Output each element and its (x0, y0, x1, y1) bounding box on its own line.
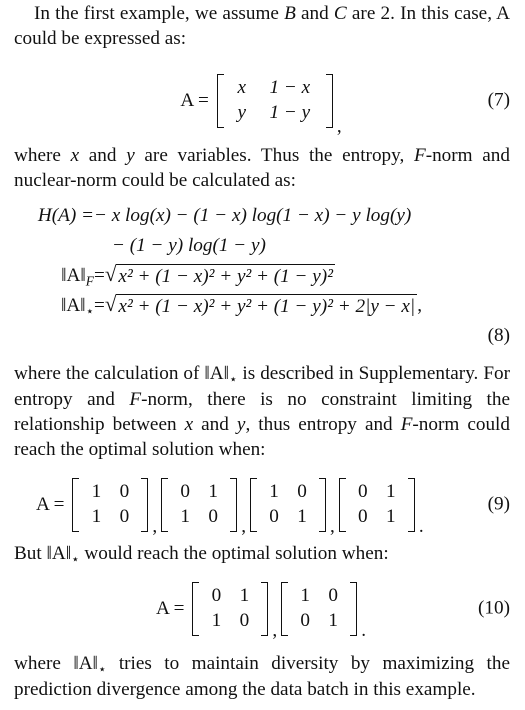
text: In the first example, we assume (34, 3, 285, 24)
text: and (193, 414, 237, 436)
equation-lhs: A = (155, 597, 185, 619)
radicand: x² + (1 − x)² + y² + (1 − y)² (118, 266, 333, 287)
matrix-cell: 1 (239, 585, 250, 607)
matrix-cell: y (237, 102, 247, 124)
matrix-cell: 0 (358, 481, 368, 503)
subscript: F (85, 273, 94, 289)
matrix-cells (79, 478, 141, 532)
matrix-cell: 0 (180, 481, 191, 503)
math-var: C (333, 3, 347, 24)
text: and (295, 3, 334, 24)
matrix-cell: 1 (269, 481, 279, 503)
punctuation: , (241, 516, 247, 538)
punctuation: . (418, 516, 424, 538)
matrix-cell: 1 (328, 610, 338, 632)
sqrt (105, 294, 417, 319)
left-bracket (339, 478, 346, 532)
matrix-cell: 0 (119, 506, 130, 528)
punctuation: , (336, 116, 342, 138)
entropy-rhs-cont: − (1 − y) log(1 − y) (112, 235, 266, 256)
matrix-cell: 1 (91, 506, 102, 528)
subscript: ⋆ (85, 303, 94, 319)
punctuation: , (272, 620, 278, 642)
matrix-cell: 0 (269, 506, 279, 528)
punctuation: , (330, 516, 335, 538)
radical-icon: √ (104, 262, 117, 286)
matrix-cells (224, 74, 326, 128)
matrix-cell: 1 (208, 481, 219, 503)
text: where (14, 145, 71, 166)
matrix (250, 478, 326, 532)
norm-symbol: ‖A‖ (61, 265, 86, 286)
left-bracket (250, 478, 257, 532)
text: tries to maintain diversity by maximizing the prediction divergence among the data batch in this example. (14, 653, 510, 701)
math-var: y (236, 414, 246, 436)
matrix-cell: 0 (119, 481, 130, 503)
nuclear-lhs (32, 294, 94, 320)
text: where ‖A‖ (14, 653, 98, 674)
left-bracket (192, 582, 199, 636)
norm-symbol: ‖A‖ (60, 295, 86, 316)
left-bracket (217, 74, 224, 128)
right-bracket (408, 478, 415, 532)
sqrt (105, 264, 335, 289)
equation-line (32, 234, 510, 264)
radical-icon: √ (104, 292, 117, 316)
matrix-cell: 0 (300, 610, 310, 632)
equation-10 (14, 574, 510, 644)
matrix-cell: 1 (300, 585, 310, 607)
radicand: x² + (1 − x)² + y² + (1 − y)² + 2|y − x| (118, 296, 416, 317)
matrix-a (217, 74, 333, 128)
paragraph-conclusion (14, 652, 510, 703)
matrix (72, 478, 148, 532)
math-var: F (400, 414, 413, 436)
matrix-cell: 0 (211, 585, 222, 607)
entropy-lhs: H(A) = (37, 205, 94, 226)
math-var: F (413, 145, 426, 166)
matrix-cell: x (237, 77, 247, 99)
subscript: ⋆ (229, 371, 238, 387)
text: are variables. Thus the entropy, (134, 145, 414, 166)
matrix-cell: 0 (328, 585, 338, 607)
paragraph-intro (14, 2, 510, 58)
equation-lhs: A = (180, 89, 209, 111)
right-bracket (261, 582, 268, 636)
paper-page (14, 2, 510, 703)
matrix-cell: 0 (239, 610, 250, 632)
text: But ‖A‖ (14, 543, 72, 564)
matrix-cells (257, 478, 319, 532)
text: would reach the optimal solution when: (79, 543, 389, 564)
matrix-cells (168, 478, 230, 532)
right-bracket (141, 478, 148, 532)
text: -norm, there is no constraint limiting the relationship between (14, 389, 510, 436)
equation-8 (32, 204, 510, 350)
matrix-cell: 0 (297, 481, 307, 503)
equation-7 (14, 62, 510, 140)
subscript: ⋆ (71, 551, 80, 567)
fnorm-lhs (32, 264, 94, 290)
equals: = (94, 265, 105, 286)
math-var: F (129, 389, 142, 411)
math-var: y (126, 145, 135, 166)
punctuation: , (417, 295, 423, 316)
left-bracket (281, 582, 288, 636)
matrix-cells (288, 582, 350, 636)
matrix (161, 478, 237, 532)
matrix-cells (199, 582, 261, 636)
equation-line (32, 264, 510, 294)
matrix-cell: 0 (358, 506, 368, 528)
right-bracket (230, 478, 237, 532)
matrix-cell: 1 (211, 610, 222, 632)
text: is described in Supplementary. For entropy and (14, 363, 510, 411)
matrix-cell: 1 (386, 506, 396, 528)
matrix (339, 478, 415, 532)
matrix-cells (346, 478, 408, 532)
equation-9 (14, 470, 510, 540)
matrix-cell: 1 (297, 506, 307, 528)
text: -norm could reach the optimal solution when: (14, 414, 510, 461)
text: , thus entropy and (245, 414, 401, 436)
math-var: B (284, 3, 296, 24)
right-bracket (319, 478, 326, 532)
matrix-cell: 1 (386, 481, 396, 503)
right-bracket (326, 74, 333, 128)
paragraph-optimal (14, 362, 510, 466)
equals: = (94, 295, 105, 316)
math-var: x (70, 145, 80, 166)
text: -norm and nuclear-norm could be calculated as: (14, 145, 510, 191)
math-var: x (184, 414, 194, 436)
equation-number: (7) (487, 89, 510, 111)
equation-number-row (32, 324, 510, 350)
right-bracket (350, 582, 357, 636)
equation-line (32, 294, 510, 324)
equation-line (32, 204, 510, 234)
left-bracket (161, 478, 168, 532)
entropy-rhs: − x log(x) − (1 − x) log(1 − x) − y log(y) (94, 205, 412, 226)
punctuation: , (152, 516, 158, 538)
equation-number: (10) (478, 597, 510, 619)
text: and (79, 145, 127, 166)
paragraph-variables (14, 144, 510, 196)
matrix-cell: 1 (180, 506, 191, 528)
matrix (281, 582, 357, 636)
equation-number: (9) (487, 493, 510, 515)
matrix-cell: 1 (91, 481, 102, 503)
matrix-cell: 0 (208, 506, 219, 528)
subscript: ⋆ (97, 661, 107, 677)
equation-lhs: A = (36, 493, 65, 515)
equation-number: (8) (487, 325, 510, 346)
left-bracket (72, 478, 79, 532)
punctuation: . (361, 620, 366, 642)
matrix-cell: 1 − y (269, 102, 311, 124)
matrix (192, 582, 268, 636)
matrix-cell: 1 − x (269, 77, 311, 99)
paragraph-nuclear (14, 542, 510, 570)
text: where the calculation of ‖A‖ (14, 363, 230, 384)
text: are 2. In this case, A could be expressed as: (14, 3, 510, 49)
